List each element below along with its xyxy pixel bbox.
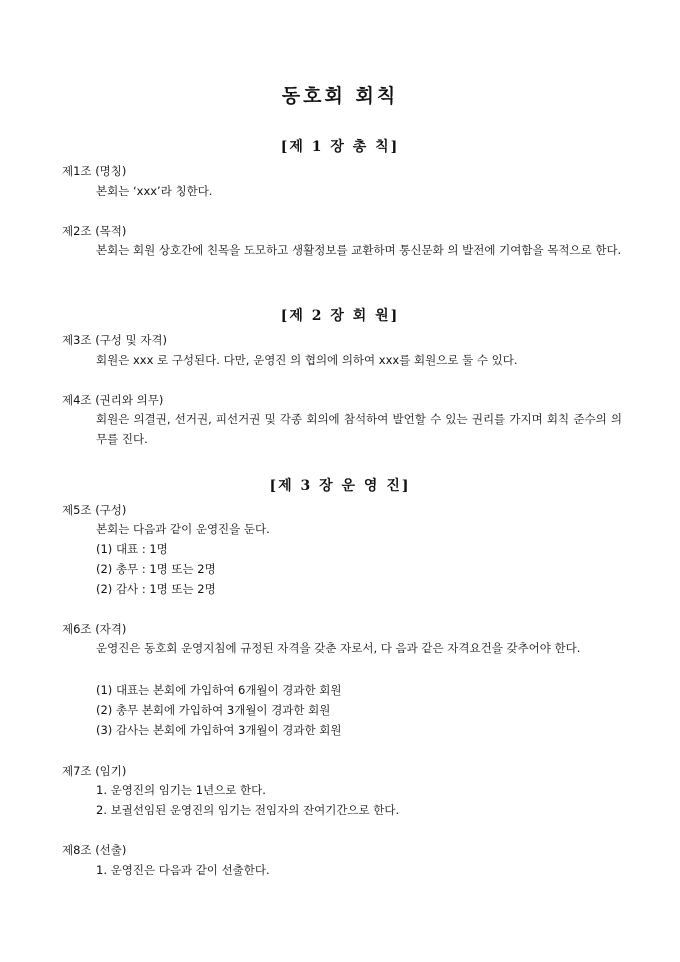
list-item: (1) 대표는 본회에 가입하여 6개월이 경과한 회원 <box>96 683 342 697</box>
chapter-heading: [제 3 장 운 영 진] <box>269 478 411 494</box>
article-text: 본회는 ‘xxx’라 칭한다. <box>96 184 213 198</box>
article-heading: 제1조 (명칭) <box>62 164 127 178</box>
list-item: 2. 보궐선임된 운영진의 임기는 전임자의 잔여기간으로 한다. <box>96 803 400 817</box>
article-heading: 제7조 (임기) <box>62 764 127 778</box>
document-title: 동호회 회칙 <box>281 85 399 107</box>
list-item: (1) 대표 : 1명 <box>96 542 168 556</box>
list-item: 1. 운영진은 다음과 같이 선출한다. <box>96 863 270 877</box>
list-item: (2) 총무 본회에 가입하여 3개월이 경과한 회원 <box>96 703 331 717</box>
list-item: (2) 감사 : 1명 또는 2명 <box>96 582 216 596</box>
article-paragraph: 회원은 의결권, 선거권, 피선거권 및 각종 회의에 참석하여 발언할 수 있는 권리를 가지며 회칙 준수의 의무를 진다. <box>96 412 622 446</box>
article-heading: 제8조 (선출) <box>62 843 127 857</box>
chapter-heading: [제 1 장 총 칙] <box>280 139 400 155</box>
article-heading: 제3조 (구성 및 자격) <box>62 333 168 347</box>
article-heading: 제5조 (구성) <box>62 503 127 517</box>
article-text: 회원은 xxx 로 구성된다. 다만, 운영진 의 협의에 의하여 xxx를 회원으로 둘 수 있다. <box>96 353 518 367</box>
chapter-heading: [제 2 장 회 원] <box>280 308 400 324</box>
list-item: (2) 총무 : 1명 또는 2명 <box>96 562 216 576</box>
article-paragraph: 본회는 회원 상호간에 친목을 도모하고 생활정보를 교환하며 통신문화 의 발전에 기여함을 목적으로 한다. <box>96 243 622 257</box>
article-heading: 제2조 (목적) <box>62 224 127 238</box>
list-item: 1. 운영진의 임기는 1년으로 한다. <box>96 783 266 797</box>
article-heading: 제6조 (자격) <box>62 622 127 636</box>
article-text: 본회는 다음과 같이 운영진을 둔다. <box>96 522 270 536</box>
list-item: (3) 감사는 본회에 가입하여 3개월이 경과한 회원 <box>96 723 342 737</box>
article-heading: 제4조 (권리와 의무) <box>62 393 164 407</box>
article-paragraph: 운영진은 동호회 운영지침에 규정된 자격을 갖춘 자로서, 다 음과 같은 자격요건을 갖추어야 한다. <box>96 641 581 655</box>
